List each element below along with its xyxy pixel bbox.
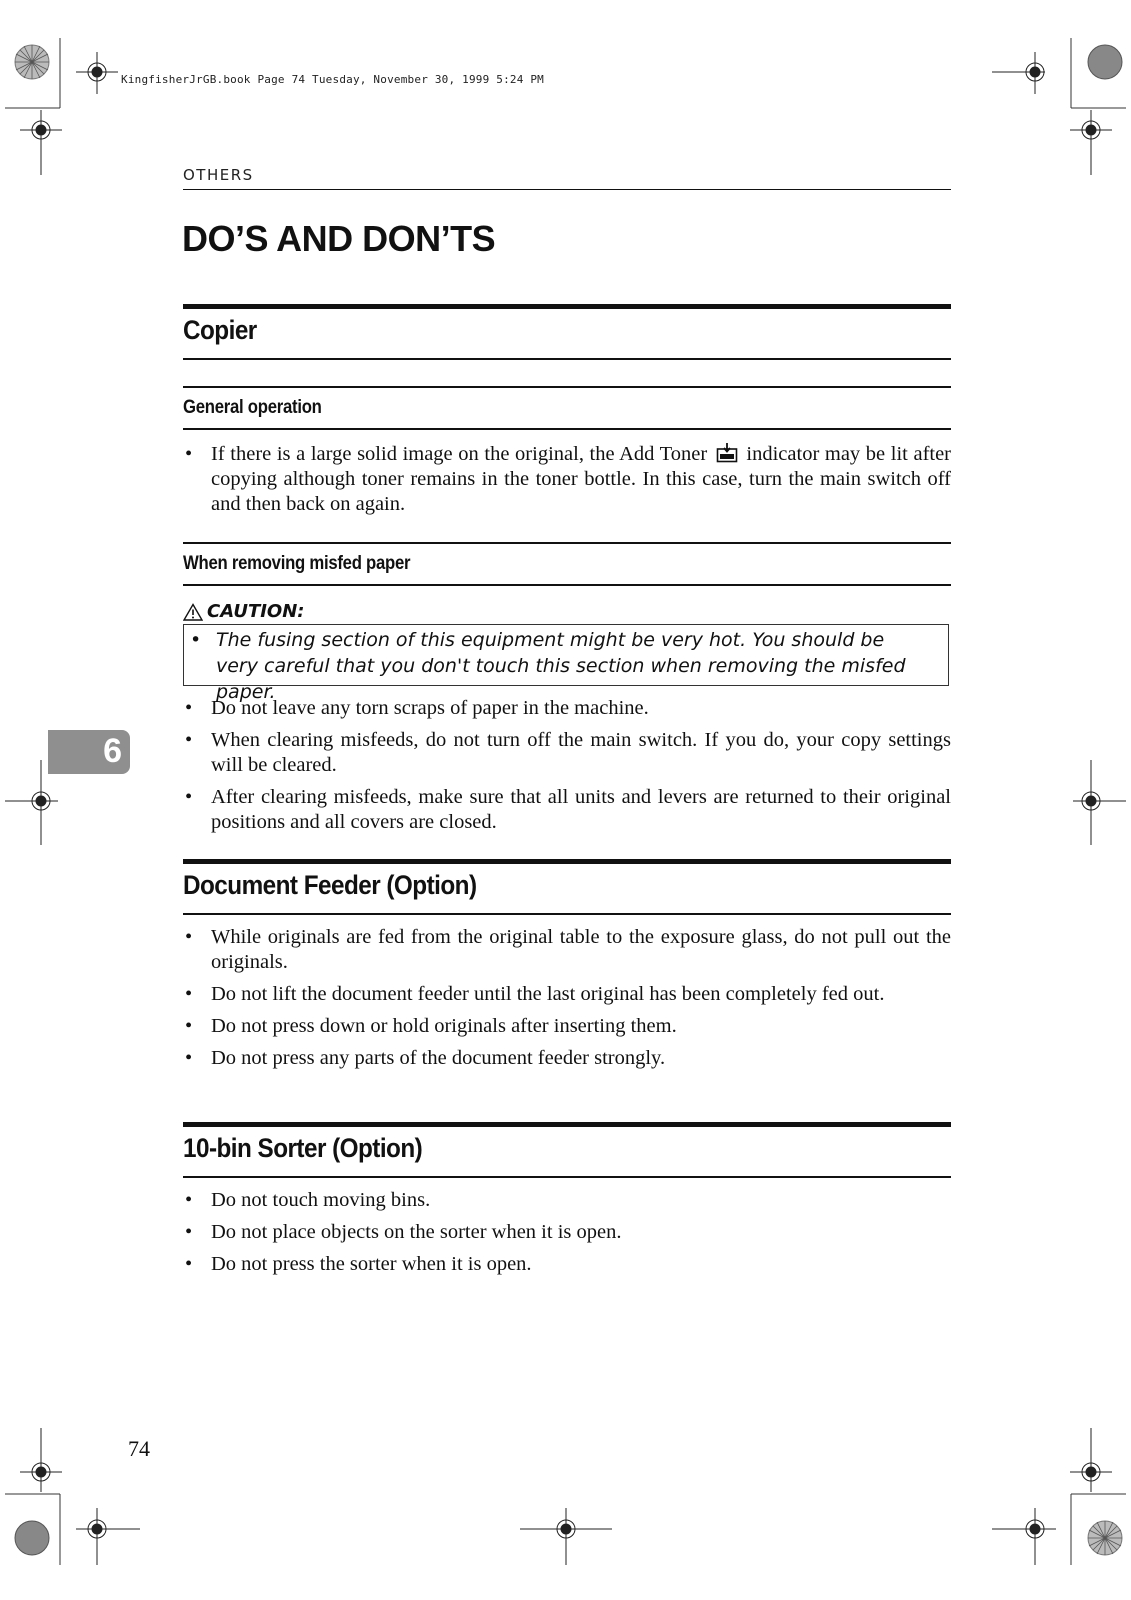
add-toner-icon bbox=[716, 443, 738, 463]
list-item-text: Do not leave any torn scraps of paper in the machine. bbox=[211, 697, 649, 719]
list-item bbox=[183, 1046, 951, 1071]
section-rule-top bbox=[183, 859, 951, 864]
list-item bbox=[183, 728, 951, 778]
subsection-rule-bottom bbox=[183, 428, 951, 430]
list-item-text-before-icon: If there is a large solid image on the original, the Add Toner bbox=[211, 443, 708, 465]
section-rule-bottom bbox=[183, 1176, 951, 1178]
list-item bbox=[183, 925, 951, 975]
caution-heading bbox=[183, 601, 305, 622]
section-rule-top bbox=[183, 1122, 951, 1127]
list-item bbox=[183, 1252, 951, 1277]
list-item-text: Do not press down or hold originals after inserting them. bbox=[211, 1015, 677, 1037]
document-feeder-heading: Document Feeder (Option) bbox=[183, 870, 477, 900]
list-item-text: Do not press any parts of the document feeder strongly. bbox=[211, 1047, 666, 1069]
bullet-glyph: • bbox=[185, 443, 193, 465]
chapter-number: 6 bbox=[103, 732, 122, 770]
sorter-heading: 10-bin Sorter (Option) bbox=[183, 1133, 423, 1163]
list-item bbox=[183, 1220, 951, 1245]
bullet-glyph: • bbox=[185, 729, 193, 751]
header-rule bbox=[183, 189, 951, 190]
subsection-rule-top bbox=[183, 386, 951, 388]
bullet-glyph: • bbox=[185, 1189, 193, 1211]
section-label: OTHERS bbox=[183, 166, 254, 184]
bullet-glyph: • bbox=[185, 697, 193, 719]
subsection-rule-top bbox=[183, 542, 951, 544]
page-title: DO’S AND DON’TS bbox=[182, 218, 496, 259]
list-item bbox=[183, 696, 951, 721]
bullet-glyph: • bbox=[185, 1253, 193, 1275]
section-rule-bottom bbox=[183, 358, 951, 360]
list-item bbox=[183, 785, 951, 835]
list-item-text-after-icon: indicator may be lit after copying although toner remains in the toner bottle. In this case, turn the main switch off and then back on again. bbox=[211, 443, 952, 515]
list-item bbox=[183, 1188, 951, 1213]
list-item-text: When clearing misfeeds, do not turn off the main switch. If you do, your copy settings will be cleared. bbox=[211, 729, 951, 776]
list-item-text: Do not touch moving bins. bbox=[211, 1189, 431, 1211]
general-operation-heading: General operation bbox=[183, 397, 322, 418]
caution-box bbox=[183, 624, 949, 703]
list-item bbox=[183, 982, 951, 1007]
section-rule-top bbox=[183, 304, 951, 309]
list-item-text: Do not press the sorter when it is open. bbox=[211, 1253, 532, 1275]
list-item-text: While originals are fed from the original table to the exposure glass, do not pull out the originals. bbox=[211, 926, 951, 973]
bullet-glyph: • bbox=[185, 786, 193, 808]
caution-label: CAUTION: bbox=[207, 601, 305, 622]
list-item-text: Do not place objects on the sorter when it is open. bbox=[211, 1221, 622, 1243]
list-item bbox=[183, 1014, 951, 1039]
caution-text: The fusing section of this equipment might be very hot. You should be very careful that you don't touch this section when removing the misfed paper. bbox=[216, 629, 906, 703]
caution-item bbox=[190, 627, 930, 705]
list-item-text: After clearing misfeeds, make sure that all units and levers are returned to their original positions and all covers are closed. bbox=[211, 786, 951, 833]
book-file-header: KingfisherJrGB.book Page 74 Tuesday, November 30, 1999 5:24 PM bbox=[121, 73, 544, 86]
general-operation-list bbox=[183, 442, 951, 517]
bullet-glyph: • bbox=[190, 629, 202, 651]
copier-heading: Copier bbox=[183, 315, 257, 345]
page-number: 74 bbox=[128, 1436, 150, 1461]
subsection-rule-bottom bbox=[183, 584, 951, 586]
sorter-list bbox=[183, 1188, 951, 1277]
bullet-glyph: • bbox=[185, 1047, 193, 1069]
bullet-glyph: • bbox=[185, 926, 193, 948]
document-feeder-list bbox=[183, 925, 951, 1071]
chapter-tab bbox=[48, 730, 130, 774]
warning-triangle-icon bbox=[183, 603, 203, 621]
list-item-text: Do not lift the document feeder until the last original has been completely fed out. bbox=[211, 983, 885, 1005]
bullet-glyph: • bbox=[185, 1015, 193, 1037]
misfed-paper-heading: When removing misfed paper bbox=[183, 553, 411, 574]
bullet-glyph: • bbox=[185, 1221, 193, 1243]
section-rule-bottom bbox=[183, 913, 951, 915]
bullet-glyph: • bbox=[185, 983, 193, 1005]
misfed-paper-list bbox=[183, 696, 951, 835]
list-item bbox=[183, 442, 951, 517]
